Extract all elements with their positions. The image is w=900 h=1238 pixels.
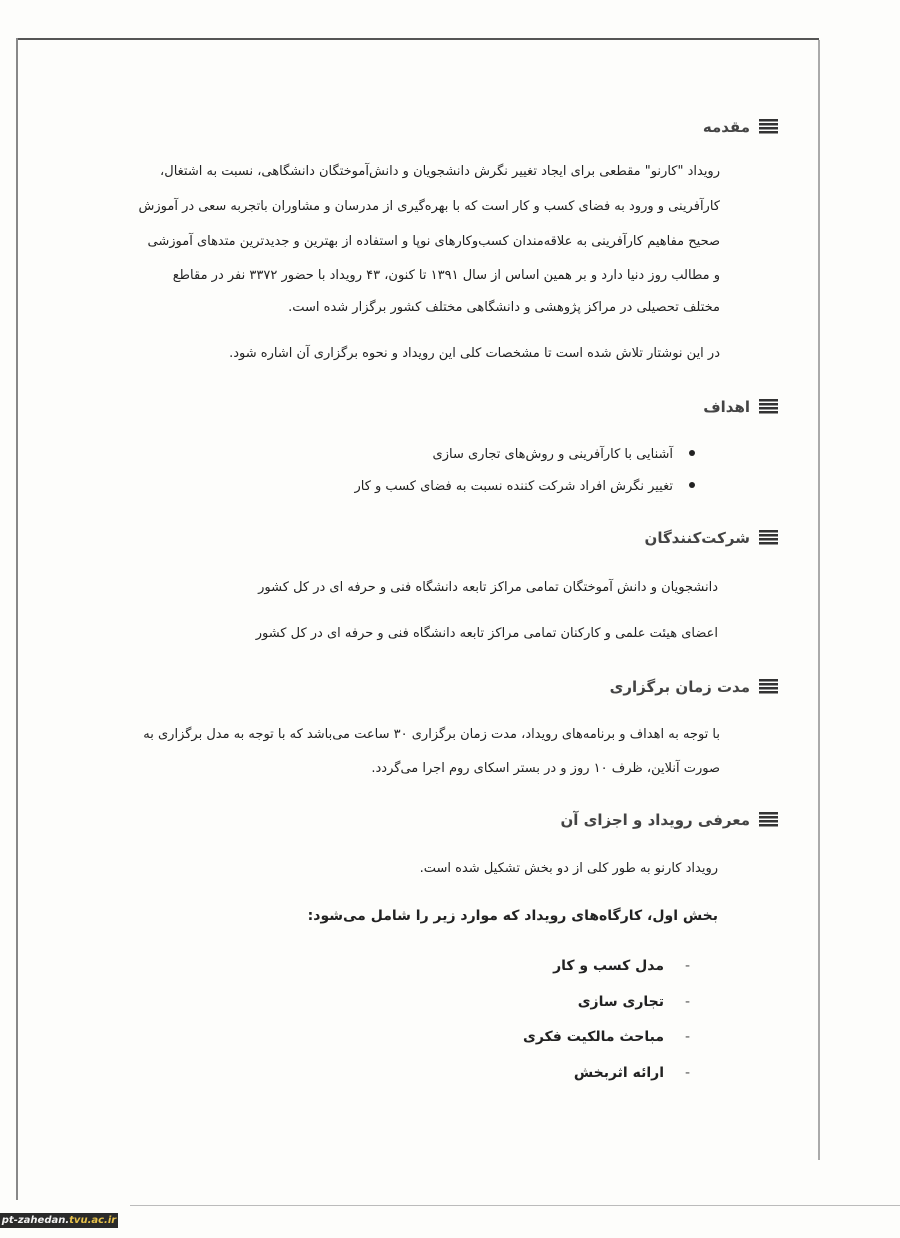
list-icon	[759, 399, 778, 414]
list-item	[553, 958, 690, 974]
participants-line-2: اعضای هیئت علمی و کارکنان تمامی مراکز تابعه دانشگاه فنی و حرفه ای در کل کشور	[255, 626, 718, 641]
heading-text: مدت زمان برگزاری	[609, 678, 750, 696]
duration-line-2: صورت آنلاین، ظرف ۱۰ روز و در بستر اسکای روم اجرا می‌گردد.	[371, 761, 720, 776]
page-frame-right	[818, 40, 820, 1160]
intro-closing: در این نوشتار تلاش شده است تا مشخصات کلی این رویداد و نحوه برگزاری آن اشاره شود.	[229, 346, 720, 361]
heading-text: مقدمه	[702, 118, 750, 136]
section-heading-participants	[645, 529, 778, 547]
event-intro-line: رویداد کارنو به طور کلی از دو بخش تشکیل شده است.	[419, 861, 718, 876]
bullet-dot	[689, 482, 695, 488]
list-item-text: تجاری سازی	[577, 994, 664, 1010]
list-item-text: مباحث مالکیت فکری	[522, 1029, 664, 1045]
page-bottom-rule	[130, 1205, 900, 1206]
site-watermark[interactable]	[0, 1213, 118, 1228]
list-icon	[759, 119, 778, 134]
intro-line-4: و مطالب روز دنیا دارد و بر همین اساس از سال ۱۳۹۱ تا کنون، ۴۳ رویداد با حضور ۳۳۷۲ نفر در مقاطع	[172, 268, 720, 283]
list-icon	[759, 679, 778, 694]
dash-marker: -	[684, 994, 690, 1010]
intro-line-1: رویداد "کارنو" مقطعی برای ایجاد تغییر نگرش دانشجویان و دانش‌آموختگان دانشگاهی، نسبت به اشتغال،	[160, 164, 720, 179]
heading-text: شرکت‌کنندگان	[644, 529, 750, 547]
dash-marker: -	[684, 1029, 690, 1045]
duration-line-1: با توجه به اهداف و برنامه‌های رویداد، مدت زمان برگزاری ۳۰ ساعت می‌باشد که با توجه به مدل برگزاری به	[143, 727, 720, 742]
list-item	[354, 479, 695, 494]
watermark-prefix: pt-zahedan.	[1, 1215, 70, 1226]
list-item-text: ارائه اثربخش	[573, 1065, 664, 1081]
section-heading-goals	[703, 398, 778, 416]
page-frame-top	[16, 38, 819, 40]
watermark-domain: tvu.ac.ir	[69, 1215, 117, 1226]
list-item-text: آشنایی با کارآفرینی و روش‌های تجاری سازی	[432, 447, 673, 462]
section-heading-event-intro	[560, 811, 778, 829]
heading-text: اهداف	[703, 398, 750, 416]
list-item	[574, 1065, 690, 1081]
section-heading-duration	[610, 678, 778, 696]
section-heading-intro	[703, 118, 778, 136]
intro-line-5: مختلف تحصیلی در مراکز پژوهشی و دانشگاهی مختلف کشور برگزار شده است.	[288, 300, 720, 315]
heading-text: معرفی رویداد و اجزای آن	[560, 811, 750, 829]
list-icon	[759, 530, 778, 545]
list-item	[578, 994, 690, 1010]
list-item	[433, 447, 695, 462]
part-one-title: بخش اول، کارگاه‌های رویداد که موارد زیر را شامل می‌شود:	[307, 908, 718, 924]
participants-line-1: دانشجویان و دانش آموختگان تمامی مراکز تابعه دانشگاه فنی و حرفه ای در کل کشور	[258, 580, 718, 595]
dash-marker: -	[684, 958, 690, 974]
intro-line-3: صحیح مفاهیم کارآفرینی به علاقه‌مندان کسب‌وکارهای نوپا و استفاده از بهترین و جدیدترین متدهای آموزشی	[147, 234, 720, 249]
list-item-text: مدل کسب و کار	[553, 958, 664, 974]
list-item	[523, 1029, 690, 1045]
page-frame-left	[16, 38, 18, 1200]
bullet-dot	[689, 450, 695, 456]
dash-marker: -	[684, 1065, 690, 1081]
intro-line-2: کارآفرینی و ورود به فضای کسب و کار است که با بهره‌گیری از مدرسان و مشاوران باتجربه سعی در آموزش	[138, 199, 720, 214]
list-item-text: تغییر نگرش افراد شرکت کننده نسبت به فضای کسب و کار	[354, 479, 673, 494]
list-icon	[759, 812, 778, 827]
